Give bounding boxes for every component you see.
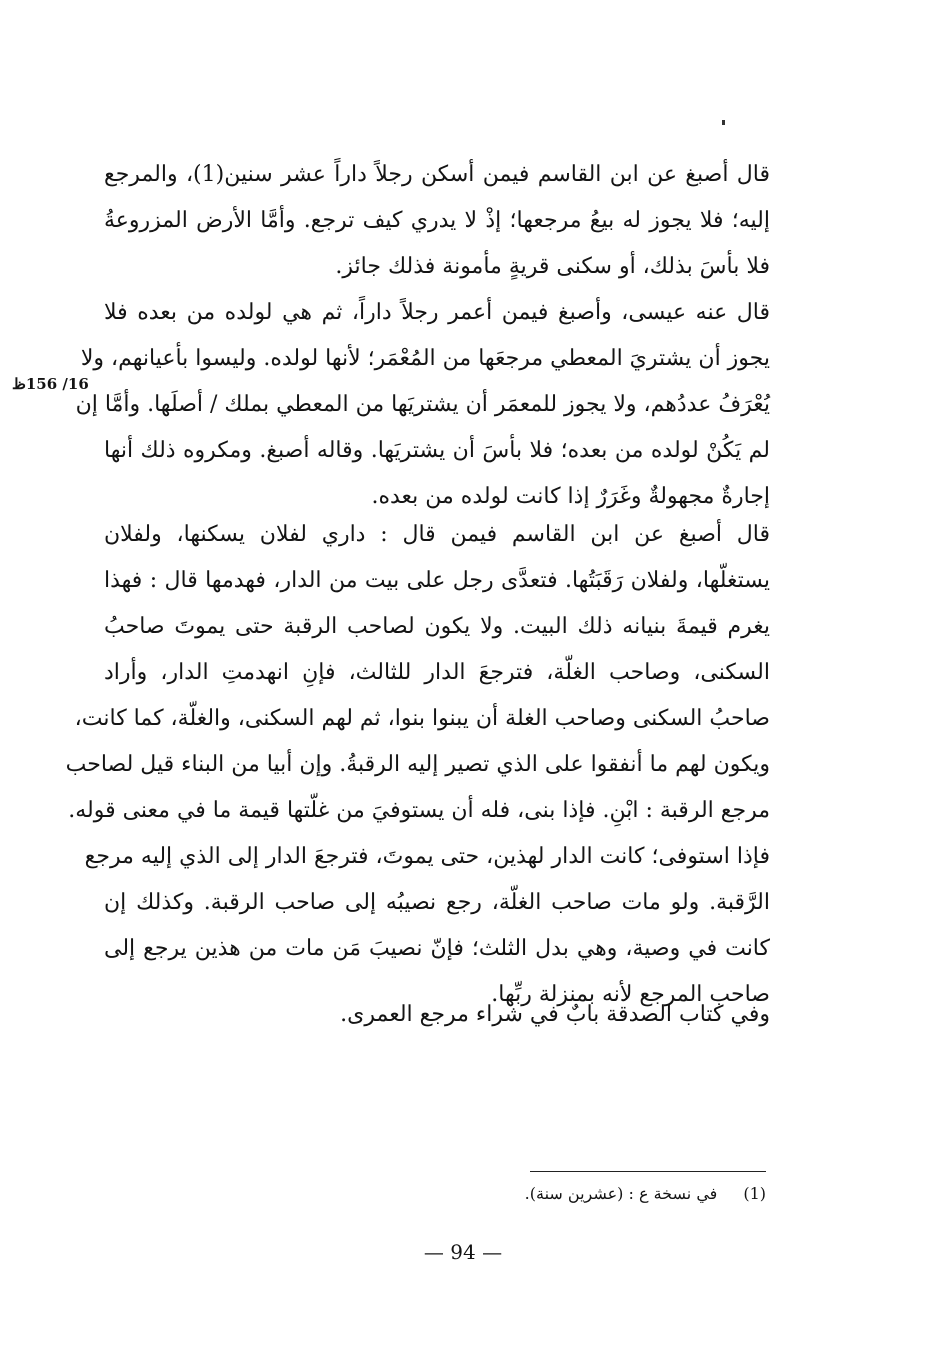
text-line: يستغلّها، ولفلان رَقَبَتُها. فتعدَّى رجل على بيت من الدار، فهدمها قال : فهذا	[104, 568, 770, 593]
text-line: صاحبُ السكنى وصاحب الغلة أن يبنوا بنوا، ثم لهم السكنى، والغلّة، كما كانت،	[74, 706, 770, 731]
text-line: قال أصبغ عن ابن القاسم فيمن أسكن رجلاً داراً عشر سنين(1)، والمرجع	[104, 162, 770, 187]
paragraph-1	[104, 152, 770, 290]
text-line: مرجع الرقبة : ابْنِ. فإذا بنى، فله أن يستوفيَ من غلّتها قيمة ما في معنى قوله.	[68, 798, 770, 823]
text-line: إجارةٌ مجهولةٌ وغَرَرٌ إذا كانت لولده من بعده.	[371, 484, 770, 509]
text-line: يُعْرَفُ عددُهم، ولا يجوز للمعمَر أن يشتريَها من المعطي بملك / أصلَها. وأمَّا إن	[75, 392, 770, 417]
text-line: وفي كتاب الصدقة بابٌ في شراء مرجع العمرى.	[340, 1002, 770, 1027]
margin-folio-note: 16/ 156ظ	[12, 375, 89, 393]
text-line: كانت في وصية، وهي بدل الثلث؛ فإنّ نصيبَ مَن مات من هذين يرجع إلى	[104, 936, 770, 961]
text-line: صاحب المرجع لأنه بمنزلة ربِّها.	[491, 982, 770, 1007]
text-line: يغرم قيمةَ بنيانه ذلك البيت. ولا يكون لصاحب الرقبة حتى يموتَ صاحبُ	[104, 614, 770, 639]
footnote	[400, 1182, 766, 1206]
paragraph-3	[65, 512, 770, 1018]
text-line: إليه؛ فلا يجوز له بيعُ مرجعها؛ إذْ لا يدري كيف ترجع. وأمَّا الأرض المزروعةُ	[104, 208, 770, 233]
footnote-divider	[530, 1171, 766, 1172]
ink-speck	[722, 120, 725, 125]
paragraph-2	[75, 290, 770, 520]
text-line: فإذا استوفى؛ كانت الدار لهذين، حتى يموتَ، فترجعَ الدار إلى الذي إليه مرجع	[84, 844, 770, 869]
text-line: السكنى، وصاحب الغلّة، فترجعَ الدار للثالث، فإنِ انهدمتِ الدار، وأراد	[104, 660, 770, 685]
footnote-number: (1)	[743, 1184, 766, 1203]
text-line: قال عنه عيسى، وأصبغ فيمن أعمر رجلاً داراً، ثم هي لولده من بعده فلا	[104, 300, 770, 325]
page-number: — 94 —	[423, 1240, 503, 1264]
text-line: قال أصبغ عن ابن القاسم فيمن قال : داري لفلان يسكنها، ولفلان	[104, 522, 770, 547]
text-line: يجوز أن يشتريَ المعطي مرجعَها من المُعْمَر؛ لأنها لولده. وليسوا بأعيانهم، ولا	[80, 346, 770, 371]
text-line: لم يَكُنْ لولده من بعده؛ فلا بأسَ أن يشتريَها. وقاله أصبغ. ومكروه ذلك أنها	[104, 438, 770, 463]
footnote-text: في نسخة ع : (عشرين سنة).	[524, 1184, 718, 1203]
text-line: ويكون لهم ما أنفقوا على الذي تصير إليه الرقبةُ. وإن أبيا من البناء قيل لصاحب	[65, 752, 770, 777]
text-line: فلا بأسَ بذلك، أو سكنى قريةٍ مأمونة فذلك جائز.	[335, 254, 770, 279]
paragraph-4	[104, 992, 770, 1038]
text-line: الرَّقبة. ولو مات صاحب الغلّة، رجع نصيبُه إلى صاحب الرقبة. وكذلك إن	[104, 890, 770, 915]
